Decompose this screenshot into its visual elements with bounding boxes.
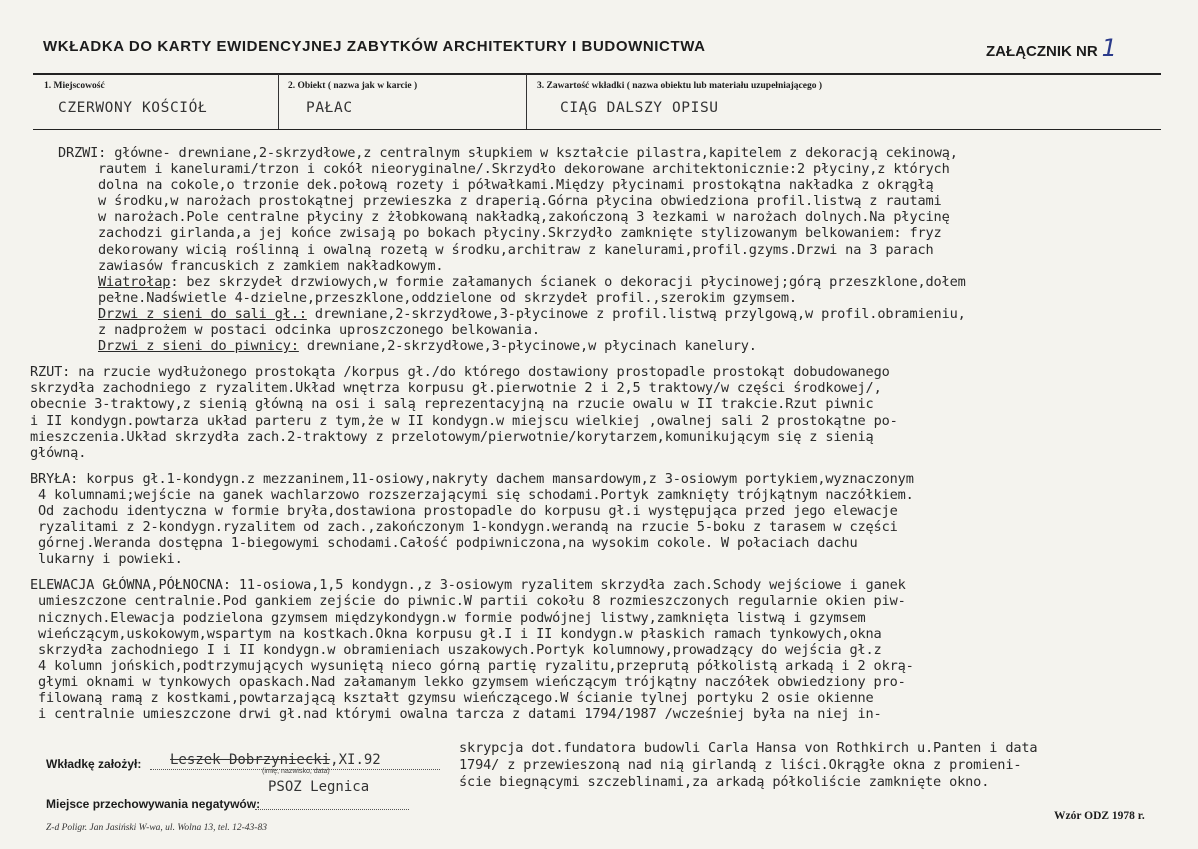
drzwi-line: zachodzi girlanda,a jej końce zwisają po bokach płyciny.Skrzydło zamknięte stylizowanym belkowaniem: fryz (98, 225, 942, 242)
drzwi-line: rautem i kanelurami/trzon i cokół nieoryginalne/.Skrzydło dekorowane architektonicznie:2 płyciny,z których (98, 161, 950, 178)
section-elewacja (30, 577, 1190, 723)
sien-piwnicy-line (58, 338, 1190, 354)
institution: PSOZ Legnica (268, 779, 370, 795)
sien-sala-line: z nadprożem w postaci odcinka uproszczonego belkowania. (98, 322, 540, 339)
object-label: 2. Obiekt ( nazwa jak w karcie ) (288, 81, 418, 91)
printer-note: Z-d Poligr. Jan Jasiński W-wa, ul. Wolna 13, tel. 12-43-83 (46, 823, 267, 833)
elewacja-line: skrzydła zachodniego I i II kondygn.w obramieniach uszakowych.Portyk kolumnowy,prowadzący do wejścia gł.z (38, 641, 882, 658)
continuation-line: ście biegnącymi szczeblinami,za arkadą półkoliście zamknięte okno. (459, 773, 990, 790)
bryla-line: Od zachodu identyczna w formie bryła,dostawiona prostopadle do korpusu gł.i występująca przed jego elewacje (38, 502, 898, 519)
elewacja-line: filowaną ramą z kostkami,powtarzającą kształt gzymsu wieńczącego.W ścianie tylnej portyku 2 osie okienne (38, 690, 874, 706)
continuation-line: 1794/ z przewieszoną nad nią girlandą z liści.Okrągłe okna z promieni- (459, 756, 1022, 773)
bryla-line: ryzalitami z 2-kondygn.ryzalitem od zach.,zakończonym 1-kondygn.werandą na rzucie 5-boku z tarasem w części (38, 519, 898, 536)
author-signature: Leszek Dobrzyniecki,XI.92 (170, 752, 381, 768)
continuation-line: skrypcja dot.fundatora budowli Carla Hansa von Rothkirch u.Panten i data (459, 740, 1038, 756)
locality-label: 1. Miejscowość (44, 81, 105, 91)
sien-sala-line (58, 306, 1190, 322)
author-label: Wkładkę założył: (46, 757, 142, 771)
bryla-line: lukarny i powieki. (38, 551, 183, 568)
drzwi-line: w narożach.Pole centralne płyciny z żłobkowaną nakładką,zakończoną 3 łezkami w narożach dolnych.Na płycinę (98, 209, 950, 226)
elewacja-line: ELEWACJA GŁÓWNA,PÓŁNOCNA: 11-osiowa,1,5 kondygn.,z 3-osiowym ryzalitem skrzydła zach.Schody wejściowe i ganek (30, 577, 906, 594)
attachment-label: ZAŁĄCZNIK NR (986, 43, 1098, 60)
bryla-line: górnej.Weranda dostępna 1-biegowymi schodami.Całość podpiwniczona,na wysokim cokole. W połaciach dachu (38, 535, 858, 552)
drzwi-line: DRZWI: główne- drewniane,2-skrzydłowe,z centralnym słupkiem w kształcie pilastra,kapitelem z dekoracją cekinową, (58, 145, 958, 161)
author-name: Leszek Dobrzyniecki (170, 752, 331, 768)
rzut-line: główną. (30, 444, 87, 461)
rzut-line: skrzydła zachodniego z ryzalitem.Układ wnętrza korpusu gł.pierwotnie 2 i 2,5 traktowy/w części środkowej/, (30, 380, 882, 397)
elewacja-continuation (459, 740, 1189, 790)
header-bottom-rule (33, 129, 1161, 130)
rzut-line: obecnie 3-traktowy,z sienią główną na osi i salą reprezentacyjną na rzucie owalu w II trakcie.Rzut piwnic (30, 396, 874, 413)
description-body (30, 145, 1190, 732)
field-divider-1 (278, 74, 279, 129)
content-label: 3. Zawartość wkładki ( nazwa obiektu lub materiału uzupełniającego ) (537, 81, 823, 91)
rzut-line: RZUT: na rzucie wydłużonego prostokąta /korpus gł./do którego dostawiony prostopadle prostokąt dobudowanego (30, 364, 890, 381)
header-top-rule (33, 73, 1161, 75)
section-bryla (30, 470, 1190, 568)
section-rzut (30, 364, 1190, 461)
sien-piwnicy-label: Drzwi z sieni do piwnicy: (98, 338, 299, 355)
rzut-line: mieszczenia.Układ skrzydła zach.2-traktowy z przelotowym/pierwotnie/korytarzem,komunikującym się z sienią (30, 428, 874, 445)
elewacja-line: umieszczone centralnie.Pod gankiem zejście do piwnic.W partii cokołu 8 rozmieszczonych regularnie okien piw- (38, 593, 906, 610)
attachment-heading (986, 34, 1117, 62)
drzwi-line: zawiasów francuskich z zamkiem nakładkowym. (98, 257, 444, 274)
elewacja-line: wieńczącym,uskokowym,wspartym na kostkach.Okna korpusu gł.I i II kondygn.w płaskich ramach tynkowych,okna (38, 625, 882, 642)
bryla-line: BRYŁA: korpus gł.1-kondygn.z mezzaninem,11-osiowy,nakryty dachem mansardowym,z 3-osiowym portykiem,wyznaczonym (30, 470, 914, 487)
author-date: XI.92 (338, 752, 381, 768)
wiatrolap-label: Wiatrołap (98, 273, 171, 290)
object-value: PAŁAC (306, 100, 353, 116)
content-value: CIĄG DALSZY OPISU (560, 100, 719, 116)
field-divider-2 (526, 74, 527, 129)
drzwi-line: dolna na cokole,o trzonie dek.połową rozety i półwałkami.Między płycinami prostokątna nakładka z okrągłą (98, 177, 934, 194)
drzwi-line: w środku,w narożach prostokątnej przewieszka z draperią.Górna płycina obwiedziona profil.listwą z rautami (98, 193, 942, 210)
elewacja-line: i centralnie umieszczone drwi gł.nad którymi owalna tarcza z datami 1794/1987 /wcześniej była na niej in- (38, 706, 882, 723)
locality-value: CZERWONY KOŚCIÓŁ (58, 100, 208, 116)
drzwi-line: dekorowany wicią roślinną i owalną rozetą w środku,architraw z kanelurami,profil.gzyms.Drzwi na 3 parach (98, 241, 934, 258)
negatives-label: Miejsce przechowywania negatywów: (46, 797, 261, 811)
sien-sala-text: drewniane,2-skrzydłowe,3-płycinowe z profil.listwą przylgową,w profil.obramieniu, (306, 305, 966, 322)
attachment-number: 1 (1101, 34, 1117, 62)
card-title: WKŁADKA DO KARTY EWIDENCYJNEJ ZABYTKÓW ARCHITEKTURY I BUDOWNICTWA (43, 38, 706, 55)
elewacja-line: 4 kolumn jońskich,podtrzymujących wysuniętą nieco górną partię ryzalitu,przeprutą półkolistą arkadą i 2 okrą- (38, 657, 914, 674)
negatives-dotted-line (255, 809, 409, 810)
wiatrolap-text: : bez skrzydeł drzwiowych,w formie załamanych ścianek o dekoracji płycinowej;górą przeszklone,dołem (170, 273, 966, 290)
sien-piwnicy-text: drewniane,2-skrzydłowe,3-płycinowe,w płycinach kanelury. (298, 338, 757, 355)
sien-sala-label: Drzwi z sieni do sali gł.: (98, 305, 307, 322)
wiatrolap-line: pełne.Nadświetle 4-dzielne,przeszklone,oddzielone od skrzydeł profil.,szerokim gzymsem. (98, 289, 797, 306)
wiatrolap-line (58, 274, 1190, 290)
bryla-line: 4 kolumnami;wejście na ganek wachlarzowo rozszerzającymi się schodami.Portyk zamknięty trójkątnym naczółkiem. (38, 486, 914, 503)
rzut-line: i II kondygn.powtarza układ parteru z tym,że w II kondygn.w miejscu wielkiej ,owalnej sali 2 prostokątne po- (30, 412, 898, 429)
form-model: Wzór ODZ 1978 r. (1054, 810, 1145, 822)
elewacja-line: nicznych.Elewacja podzielona gzymsem międzykondygn.w formie podwójnej listwy,zamknięta listwą i gzymsem (38, 609, 866, 626)
author-hint: (imię, nazwisko, data) (262, 768, 330, 775)
section-drzwi (58, 145, 1190, 354)
elewacja-line: głymi oknami w tynkowych opaskach.Nad załamanym lekko gzymsem wieńczącym trójkątny naczółek obwiedziony pro- (38, 673, 906, 690)
